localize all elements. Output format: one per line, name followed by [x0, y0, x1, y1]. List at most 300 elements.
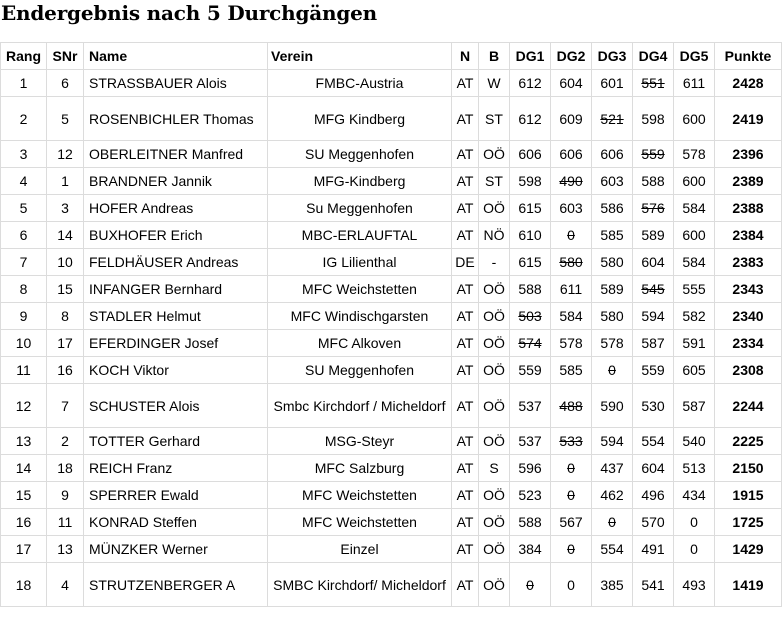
- dg2-cell: [551, 482, 592, 509]
- score: 603: [559, 200, 583, 216]
- bundesland-cell: ST: [479, 168, 510, 195]
- punkte-cell: 2343: [715, 276, 782, 303]
- verein-cell: MFC Alkoven: [268, 330, 452, 357]
- name-cell: STRUTZENBERGER A: [84, 563, 268, 607]
- verein-cell: MFC Weichstetten: [268, 482, 452, 509]
- bundesland-cell: OÖ: [479, 195, 510, 222]
- dg5-cell: [674, 276, 715, 303]
- dg2-cell: [551, 330, 592, 357]
- header-b: B: [479, 43, 510, 70]
- nation-cell: AT: [452, 70, 479, 97]
- table-row: [1, 455, 782, 482]
- score: 591: [682, 335, 706, 351]
- rang-cell: 4: [1, 168, 47, 195]
- rang-cell: 1: [1, 70, 47, 97]
- name-cell: BUXHOFER Erich: [84, 222, 268, 249]
- dg3-cell: [592, 249, 633, 276]
- score: 578: [682, 146, 706, 162]
- dg5-cell: [674, 536, 715, 563]
- score: 611: [682, 75, 706, 91]
- dg4-cell: [633, 509, 674, 536]
- struck-score: 580: [559, 254, 583, 270]
- bundesland-cell: OÖ: [479, 509, 510, 536]
- struck-score: 0: [608, 362, 616, 378]
- table-row: [1, 482, 782, 509]
- dg2-cell: [551, 428, 592, 455]
- snr-cell: 8: [47, 303, 84, 330]
- name-cell: MÜNZKER Werner: [84, 536, 268, 563]
- nation-cell: AT: [452, 168, 479, 195]
- table-row: [1, 97, 782, 141]
- table-row: [1, 222, 782, 249]
- bundesland-cell: OÖ: [479, 428, 510, 455]
- score: 537: [518, 433, 542, 449]
- struck-score: 551: [641, 75, 665, 91]
- dg1-cell: [510, 357, 551, 384]
- struck-score: 0: [567, 487, 575, 503]
- rang-cell: 11: [1, 357, 47, 384]
- punkte-cell: 2389: [715, 168, 782, 195]
- rang-cell: 18: [1, 563, 47, 607]
- struck-score: 0: [526, 576, 534, 593]
- dg2-cell: [551, 303, 592, 330]
- dg4-cell: [633, 536, 674, 563]
- name-cell: OBERLEITNER Manfred: [84, 141, 268, 168]
- dg3-cell: [592, 195, 633, 222]
- score: 0: [690, 514, 698, 530]
- table-row: [1, 330, 782, 357]
- dg1-cell: [510, 536, 551, 563]
- dg3-cell: [592, 303, 633, 330]
- score: 491: [641, 541, 665, 557]
- snr-cell: 7: [47, 384, 84, 428]
- rang-cell: 2: [1, 97, 47, 141]
- punkte-cell: 1429: [715, 536, 782, 563]
- punkte-cell: 1419: [715, 563, 782, 607]
- score: 0: [690, 541, 698, 557]
- struck-score: 490: [559, 173, 583, 189]
- dg5-cell: [674, 482, 715, 509]
- bundesland-cell: ST: [479, 97, 510, 141]
- dg4-cell: [633, 563, 674, 607]
- dg1-cell: [510, 428, 551, 455]
- punkte-cell: 2308: [715, 357, 782, 384]
- nation-cell: AT: [452, 482, 479, 509]
- dg1-cell: [510, 563, 551, 607]
- dg3-cell: [592, 509, 633, 536]
- dg5-cell: [674, 509, 715, 536]
- dg4-cell: [633, 428, 674, 455]
- snr-cell: 18: [47, 455, 84, 482]
- snr-cell: 16: [47, 357, 84, 384]
- punkte-cell: 1915: [715, 482, 782, 509]
- dg3-cell: [592, 563, 633, 607]
- punkte-cell: 2340: [715, 303, 782, 330]
- dg1-cell: [510, 222, 551, 249]
- dg1-cell: [510, 455, 551, 482]
- table-row: [1, 276, 782, 303]
- score: 559: [518, 362, 542, 378]
- struck-score: 576: [641, 200, 665, 216]
- bundesland-cell: -: [479, 249, 510, 276]
- score: 462: [600, 487, 624, 503]
- header-dg3: DG3: [592, 43, 633, 70]
- score: 554: [600, 541, 624, 557]
- nation-cell: AT: [452, 536, 479, 563]
- rang-cell: 17: [1, 536, 47, 563]
- verein-cell: MFC Weichstetten: [268, 509, 452, 536]
- name-cell: SPERRER Ewald: [84, 482, 268, 509]
- name-cell: INFANGER Bernhard: [84, 276, 268, 303]
- dg3-cell: [592, 141, 633, 168]
- name-cell: EFERDINGER Josef: [84, 330, 268, 357]
- dg1-cell: [510, 276, 551, 303]
- bundesland-cell: OÖ: [479, 276, 510, 303]
- nation-cell: AT: [452, 563, 479, 607]
- table-row: [1, 384, 782, 428]
- dg5-cell: [674, 195, 715, 222]
- header-dg2: DG2: [551, 43, 592, 70]
- score: 589: [600, 281, 624, 297]
- punkte-cell: 2334: [715, 330, 782, 357]
- bundesland-cell: OÖ: [479, 357, 510, 384]
- nation-cell: AT: [452, 141, 479, 168]
- score: 611: [559, 281, 583, 297]
- score: 612: [518, 110, 542, 127]
- score: 589: [641, 227, 665, 243]
- snr-cell: 13: [47, 536, 84, 563]
- dg1-cell: [510, 330, 551, 357]
- score: 578: [559, 335, 583, 351]
- dg4-cell: [633, 97, 674, 141]
- dg2-cell: [551, 249, 592, 276]
- struck-score: 488: [559, 397, 583, 414]
- snr-cell: 17: [47, 330, 84, 357]
- score: 587: [682, 397, 706, 414]
- score: 604: [641, 460, 665, 476]
- name-cell: REICH Franz: [84, 455, 268, 482]
- nation-cell: AT: [452, 276, 479, 303]
- verein-cell: FMBC-Austria: [268, 70, 452, 97]
- score: 570: [641, 514, 665, 530]
- dg2-cell: [551, 97, 592, 141]
- header-name: Name: [84, 43, 268, 70]
- struck-score: 0: [567, 227, 575, 243]
- nation-cell: AT: [452, 195, 479, 222]
- score: 594: [641, 308, 665, 324]
- struck-score: 503: [518, 308, 542, 324]
- snr-cell: 6: [47, 70, 84, 97]
- table-row: [1, 357, 782, 384]
- score: 600: [682, 227, 706, 243]
- struck-score: 0: [567, 460, 575, 476]
- dg4-cell: [633, 222, 674, 249]
- score: 384: [518, 541, 542, 557]
- dg5-cell: [674, 455, 715, 482]
- score: 612: [518, 75, 542, 91]
- dg5-cell: [674, 428, 715, 455]
- rang-cell: 15: [1, 482, 47, 509]
- snr-cell: 2: [47, 428, 84, 455]
- punkte-cell: 2428: [715, 70, 782, 97]
- dg1-cell: [510, 70, 551, 97]
- rang-cell: 9: [1, 303, 47, 330]
- score: 601: [600, 75, 624, 91]
- dg1-cell: [510, 97, 551, 141]
- rang-cell: 5: [1, 195, 47, 222]
- dg1-cell: [510, 195, 551, 222]
- table-row: [1, 303, 782, 330]
- name-cell: STADLER Helmut: [84, 303, 268, 330]
- nation-cell: AT: [452, 330, 479, 357]
- nation-cell: AT: [452, 97, 479, 141]
- rang-cell: 14: [1, 455, 47, 482]
- verein-cell: SMBC Kirchdorf/ Micheldorf: [268, 563, 452, 607]
- snr-cell: 12: [47, 141, 84, 168]
- nation-cell: AT: [452, 222, 479, 249]
- bundesland-cell: S: [479, 455, 510, 482]
- punkte-cell: 1725: [715, 509, 782, 536]
- dg2-cell: [551, 509, 592, 536]
- punkte-cell: 2384: [715, 222, 782, 249]
- bundesland-cell: OÖ: [479, 536, 510, 563]
- dg3-cell: [592, 276, 633, 303]
- struck-score: 0: [567, 541, 575, 557]
- score: 537: [518, 397, 542, 414]
- dg4-cell: [633, 70, 674, 97]
- name-cell: SCHUSTER Alois: [84, 384, 268, 428]
- score: 580: [600, 308, 624, 324]
- dg5-cell: [674, 330, 715, 357]
- punkte-cell: 2383: [715, 249, 782, 276]
- rang-cell: 6: [1, 222, 47, 249]
- dg3-cell: [592, 70, 633, 97]
- dg4-cell: [633, 168, 674, 195]
- rang-cell: 16: [1, 509, 47, 536]
- score: 606: [559, 146, 583, 162]
- rang-cell: 3: [1, 141, 47, 168]
- score: 584: [559, 308, 583, 324]
- score: 600: [682, 110, 706, 127]
- results-table: [0, 42, 782, 607]
- verein-cell: MFG-Kindberg: [268, 168, 452, 195]
- score: 385: [600, 576, 624, 593]
- score: 554: [641, 433, 665, 449]
- table-row: [1, 563, 782, 607]
- dg3-cell: [592, 222, 633, 249]
- score: 513: [682, 460, 706, 476]
- score: 609: [559, 110, 583, 127]
- bundesland-cell: OÖ: [479, 563, 510, 607]
- nation-cell: AT: [452, 384, 479, 428]
- dg2-cell: [551, 276, 592, 303]
- dg2-cell: [551, 455, 592, 482]
- score: 605: [682, 362, 706, 378]
- dg5-cell: [674, 249, 715, 276]
- score: 567: [559, 514, 583, 530]
- punkte-cell: 2419: [715, 97, 782, 141]
- dg2-cell: [551, 168, 592, 195]
- dg4-cell: [633, 455, 674, 482]
- rang-cell: 13: [1, 428, 47, 455]
- dg3-cell: [592, 357, 633, 384]
- score: 615: [518, 254, 542, 270]
- dg1-cell: [510, 168, 551, 195]
- page-title: Endergebnis nach 5 Durchgängen: [1, 1, 378, 25]
- struck-score: 521: [600, 110, 624, 127]
- bundesland-cell: OÖ: [479, 384, 510, 428]
- snr-cell: 5: [47, 97, 84, 141]
- dg4-cell: [633, 330, 674, 357]
- snr-cell: 1: [47, 168, 84, 195]
- score: 555: [682, 281, 706, 297]
- nation-cell: AT: [452, 303, 479, 330]
- nation-cell: AT: [452, 357, 479, 384]
- name-cell: KOCH Viktor: [84, 357, 268, 384]
- dg3-cell: [592, 330, 633, 357]
- score: 585: [559, 362, 583, 378]
- struck-score: 533: [559, 433, 583, 449]
- struck-score: 559: [641, 146, 665, 162]
- punkte-cell: 2388: [715, 195, 782, 222]
- score: 493: [682, 576, 706, 593]
- score: 584: [682, 200, 706, 216]
- table-row: [1, 195, 782, 222]
- score: 594: [600, 433, 624, 449]
- name-cell: KONRAD Steffen: [84, 509, 268, 536]
- score: 540: [682, 433, 706, 449]
- table-row: [1, 536, 782, 563]
- score: 606: [518, 146, 542, 162]
- rang-cell: 10: [1, 330, 47, 357]
- snr-cell: 9: [47, 482, 84, 509]
- score: 588: [518, 514, 542, 530]
- score: 586: [600, 200, 624, 216]
- dg2-cell: [551, 563, 592, 607]
- punkte-cell: 2225: [715, 428, 782, 455]
- name-cell: ROSENBICHLER Thomas: [84, 97, 268, 141]
- dg3-cell: [592, 97, 633, 141]
- rang-cell: 12: [1, 384, 47, 428]
- snr-cell: 3: [47, 195, 84, 222]
- score: 437: [600, 460, 624, 476]
- dg5-cell: [674, 97, 715, 141]
- dg4-cell: [633, 482, 674, 509]
- score: 604: [559, 75, 583, 91]
- dg5-cell: [674, 141, 715, 168]
- name-cell: FELDHÄUSER Andreas: [84, 249, 268, 276]
- score: 530: [641, 397, 665, 414]
- table-row: [1, 428, 782, 455]
- nation-cell: AT: [452, 428, 479, 455]
- verein-cell: Su Meggenhofen: [268, 195, 452, 222]
- verein-cell: MFC Salzburg: [268, 455, 452, 482]
- name-cell: STRASSBAUER Alois: [84, 70, 268, 97]
- score: 0: [567, 576, 575, 593]
- snr-cell: 14: [47, 222, 84, 249]
- nation-cell: AT: [452, 509, 479, 536]
- table-row: [1, 168, 782, 195]
- verein-cell: MSG-Steyr: [268, 428, 452, 455]
- nation-cell: AT: [452, 455, 479, 482]
- dg5-cell: [674, 70, 715, 97]
- header-dg1: DG1: [510, 43, 551, 70]
- dg1-cell: [510, 384, 551, 428]
- dg3-cell: [592, 384, 633, 428]
- nation-cell: DE: [452, 249, 479, 276]
- name-cell: HOFER Andreas: [84, 195, 268, 222]
- dg2-cell: [551, 141, 592, 168]
- dg2-cell: [551, 222, 592, 249]
- header-snr: SNr: [47, 43, 84, 70]
- bundesland-cell: NÖ: [479, 222, 510, 249]
- bundesland-cell: OÖ: [479, 482, 510, 509]
- score: 582: [682, 308, 706, 324]
- verein-cell: MFC Weichstetten: [268, 276, 452, 303]
- score: 604: [641, 254, 665, 270]
- punkte-cell: 2244: [715, 384, 782, 428]
- dg5-cell: [674, 168, 715, 195]
- dg5-cell: [674, 222, 715, 249]
- score: 585: [600, 227, 624, 243]
- bundesland-cell: OÖ: [479, 303, 510, 330]
- bundesland-cell: OÖ: [479, 141, 510, 168]
- dg4-cell: [633, 276, 674, 303]
- score: 596: [518, 460, 542, 476]
- snr-cell: 15: [47, 276, 84, 303]
- score: 606: [600, 146, 624, 162]
- header-rang: Rang: [1, 43, 47, 70]
- score: 598: [518, 173, 542, 189]
- score: 603: [600, 173, 624, 189]
- score: 523: [518, 487, 542, 503]
- header-verein: Verein: [268, 43, 452, 70]
- score: 610: [518, 227, 542, 243]
- score: 559: [641, 362, 665, 378]
- snr-cell: 4: [47, 563, 84, 607]
- dg3-cell: [592, 455, 633, 482]
- score: 600: [682, 173, 706, 189]
- score: 496: [641, 487, 665, 503]
- dg1-cell: [510, 482, 551, 509]
- struck-score: 574: [518, 335, 542, 351]
- table-row: [1, 70, 782, 97]
- score: 615: [518, 200, 542, 216]
- snr-cell: 11: [47, 509, 84, 536]
- score: 588: [641, 173, 665, 189]
- dg5-cell: [674, 563, 715, 607]
- dg3-cell: [592, 482, 633, 509]
- dg2-cell: [551, 357, 592, 384]
- dg2-cell: [551, 536, 592, 563]
- header-dg5: DG5: [674, 43, 715, 70]
- verein-cell: Smbc Kirchdorf / Micheldorf: [268, 384, 452, 428]
- punkte-cell: 2150: [715, 455, 782, 482]
- verein-cell: Einzel: [268, 536, 452, 563]
- dg4-cell: [633, 384, 674, 428]
- dg3-cell: [592, 168, 633, 195]
- snr-cell: 10: [47, 249, 84, 276]
- struck-score: 545: [641, 281, 665, 297]
- verein-cell: MFG Kindberg: [268, 97, 452, 141]
- rang-cell: 8: [1, 276, 47, 303]
- score: 590: [600, 397, 624, 414]
- verein-cell: MFC Windischgarsten: [268, 303, 452, 330]
- dg2-cell: [551, 384, 592, 428]
- bundesland-cell: W: [479, 70, 510, 97]
- score: 434: [682, 487, 706, 503]
- struck-score: 0: [608, 514, 616, 530]
